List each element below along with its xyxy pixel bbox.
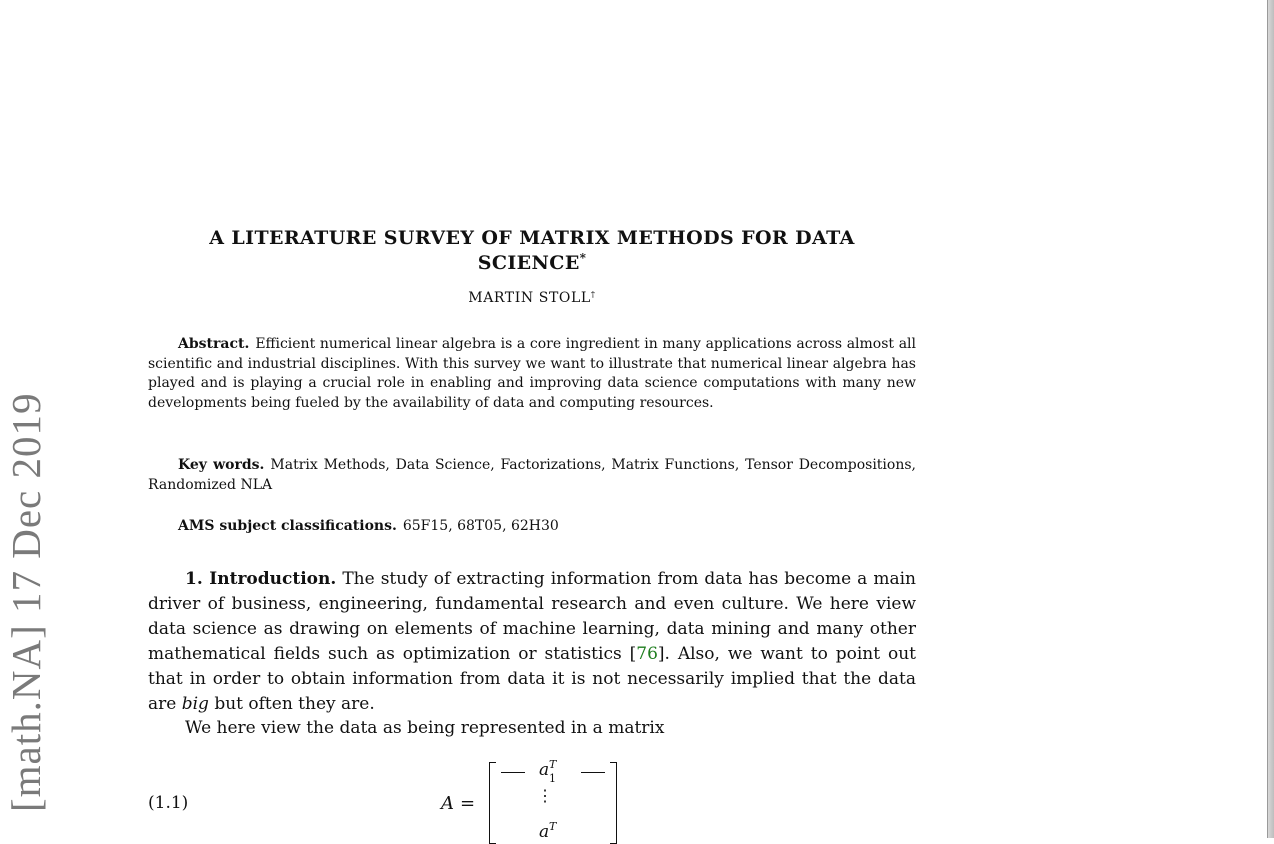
- equation-number: (1.1): [148, 793, 189, 813]
- author: [148, 290, 916, 306]
- ams-text: 65F15, 68T05, 62H30: [402, 518, 559, 534]
- introduction-paragraph: [148, 567, 916, 717]
- citation-link[interactable]: [76]: [629, 644, 665, 664]
- intro-emphasis: big: [181, 694, 209, 714]
- matrix-right-bracket: [610, 762, 617, 844]
- equation-lhs: A =: [441, 793, 476, 814]
- abstract: [148, 335, 916, 414]
- ams-classifications: [148, 517, 916, 537]
- row-dash-right: [581, 772, 605, 773]
- abstract-text: Efficient numerical linear algebra is a core ingredient in many applications across almost all scientific and industrial disciplines. With this survey we want to illustrate that numerical linear algebra has played and is playing a crucial role in enabling and improving data science computations with many new developments being fueled by the availability of data and computing resources.: [148, 336, 916, 412]
- abstract-label: Abstract.: [178, 336, 250, 352]
- intro-text-3: but often they are.: [214, 694, 375, 714]
- matrix-left-bracket: [489, 762, 496, 844]
- viewer-scrollbar-edge[interactable]: [1268, 0, 1274, 838]
- keywords-text: Matrix Methods, Data Science, Factorizations, Matrix Functions, Tensor Decompositions, Randomized NLA: [148, 457, 916, 493]
- author-name: MARTIN STOLL: [468, 290, 591, 306]
- paper-title: [148, 226, 916, 276]
- intro-text-1: The study of extracting information from data has become a main driver of business, engineering, fundamental research and even culture. We here view data science as drawing on elements of machine learning, data mining and many other mathematical fields such as optimization or statistics: [148, 569, 917, 664]
- title-footnote-mark[interactable]: *: [579, 250, 587, 265]
- keywords-label: Key words.: [178, 457, 265, 473]
- matrix-entry-a1: a T 1: [539, 758, 557, 785]
- section-heading: 1. Introduction.: [185, 569, 337, 589]
- keywords: [148, 456, 916, 495]
- title-line-1: A LITERATURE SURVEY OF MATRIX METHODS FOR DATA: [209, 227, 855, 249]
- row-dash-left: [501, 772, 525, 773]
- ams-label: AMS subject classifications.: [178, 518, 397, 534]
- matrix-entry-an: a T: [539, 820, 557, 842]
- matrix-vdots: ⋮: [537, 786, 553, 805]
- second-paragraph: We here view the data as being represented in a matrix: [185, 718, 665, 738]
- matrix: [489, 758, 617, 842]
- title-line-2: SCIENCE*: [477, 250, 587, 274]
- intro-text-2: . Also, we want to point out that in order to obtain information from data it is not necessarily implied that the data are: [148, 644, 916, 714]
- author-footnote-mark[interactable]: †: [590, 289, 596, 300]
- arxiv-side-stamp: [math.NA] 17 Dec 2019: [3, 392, 49, 812]
